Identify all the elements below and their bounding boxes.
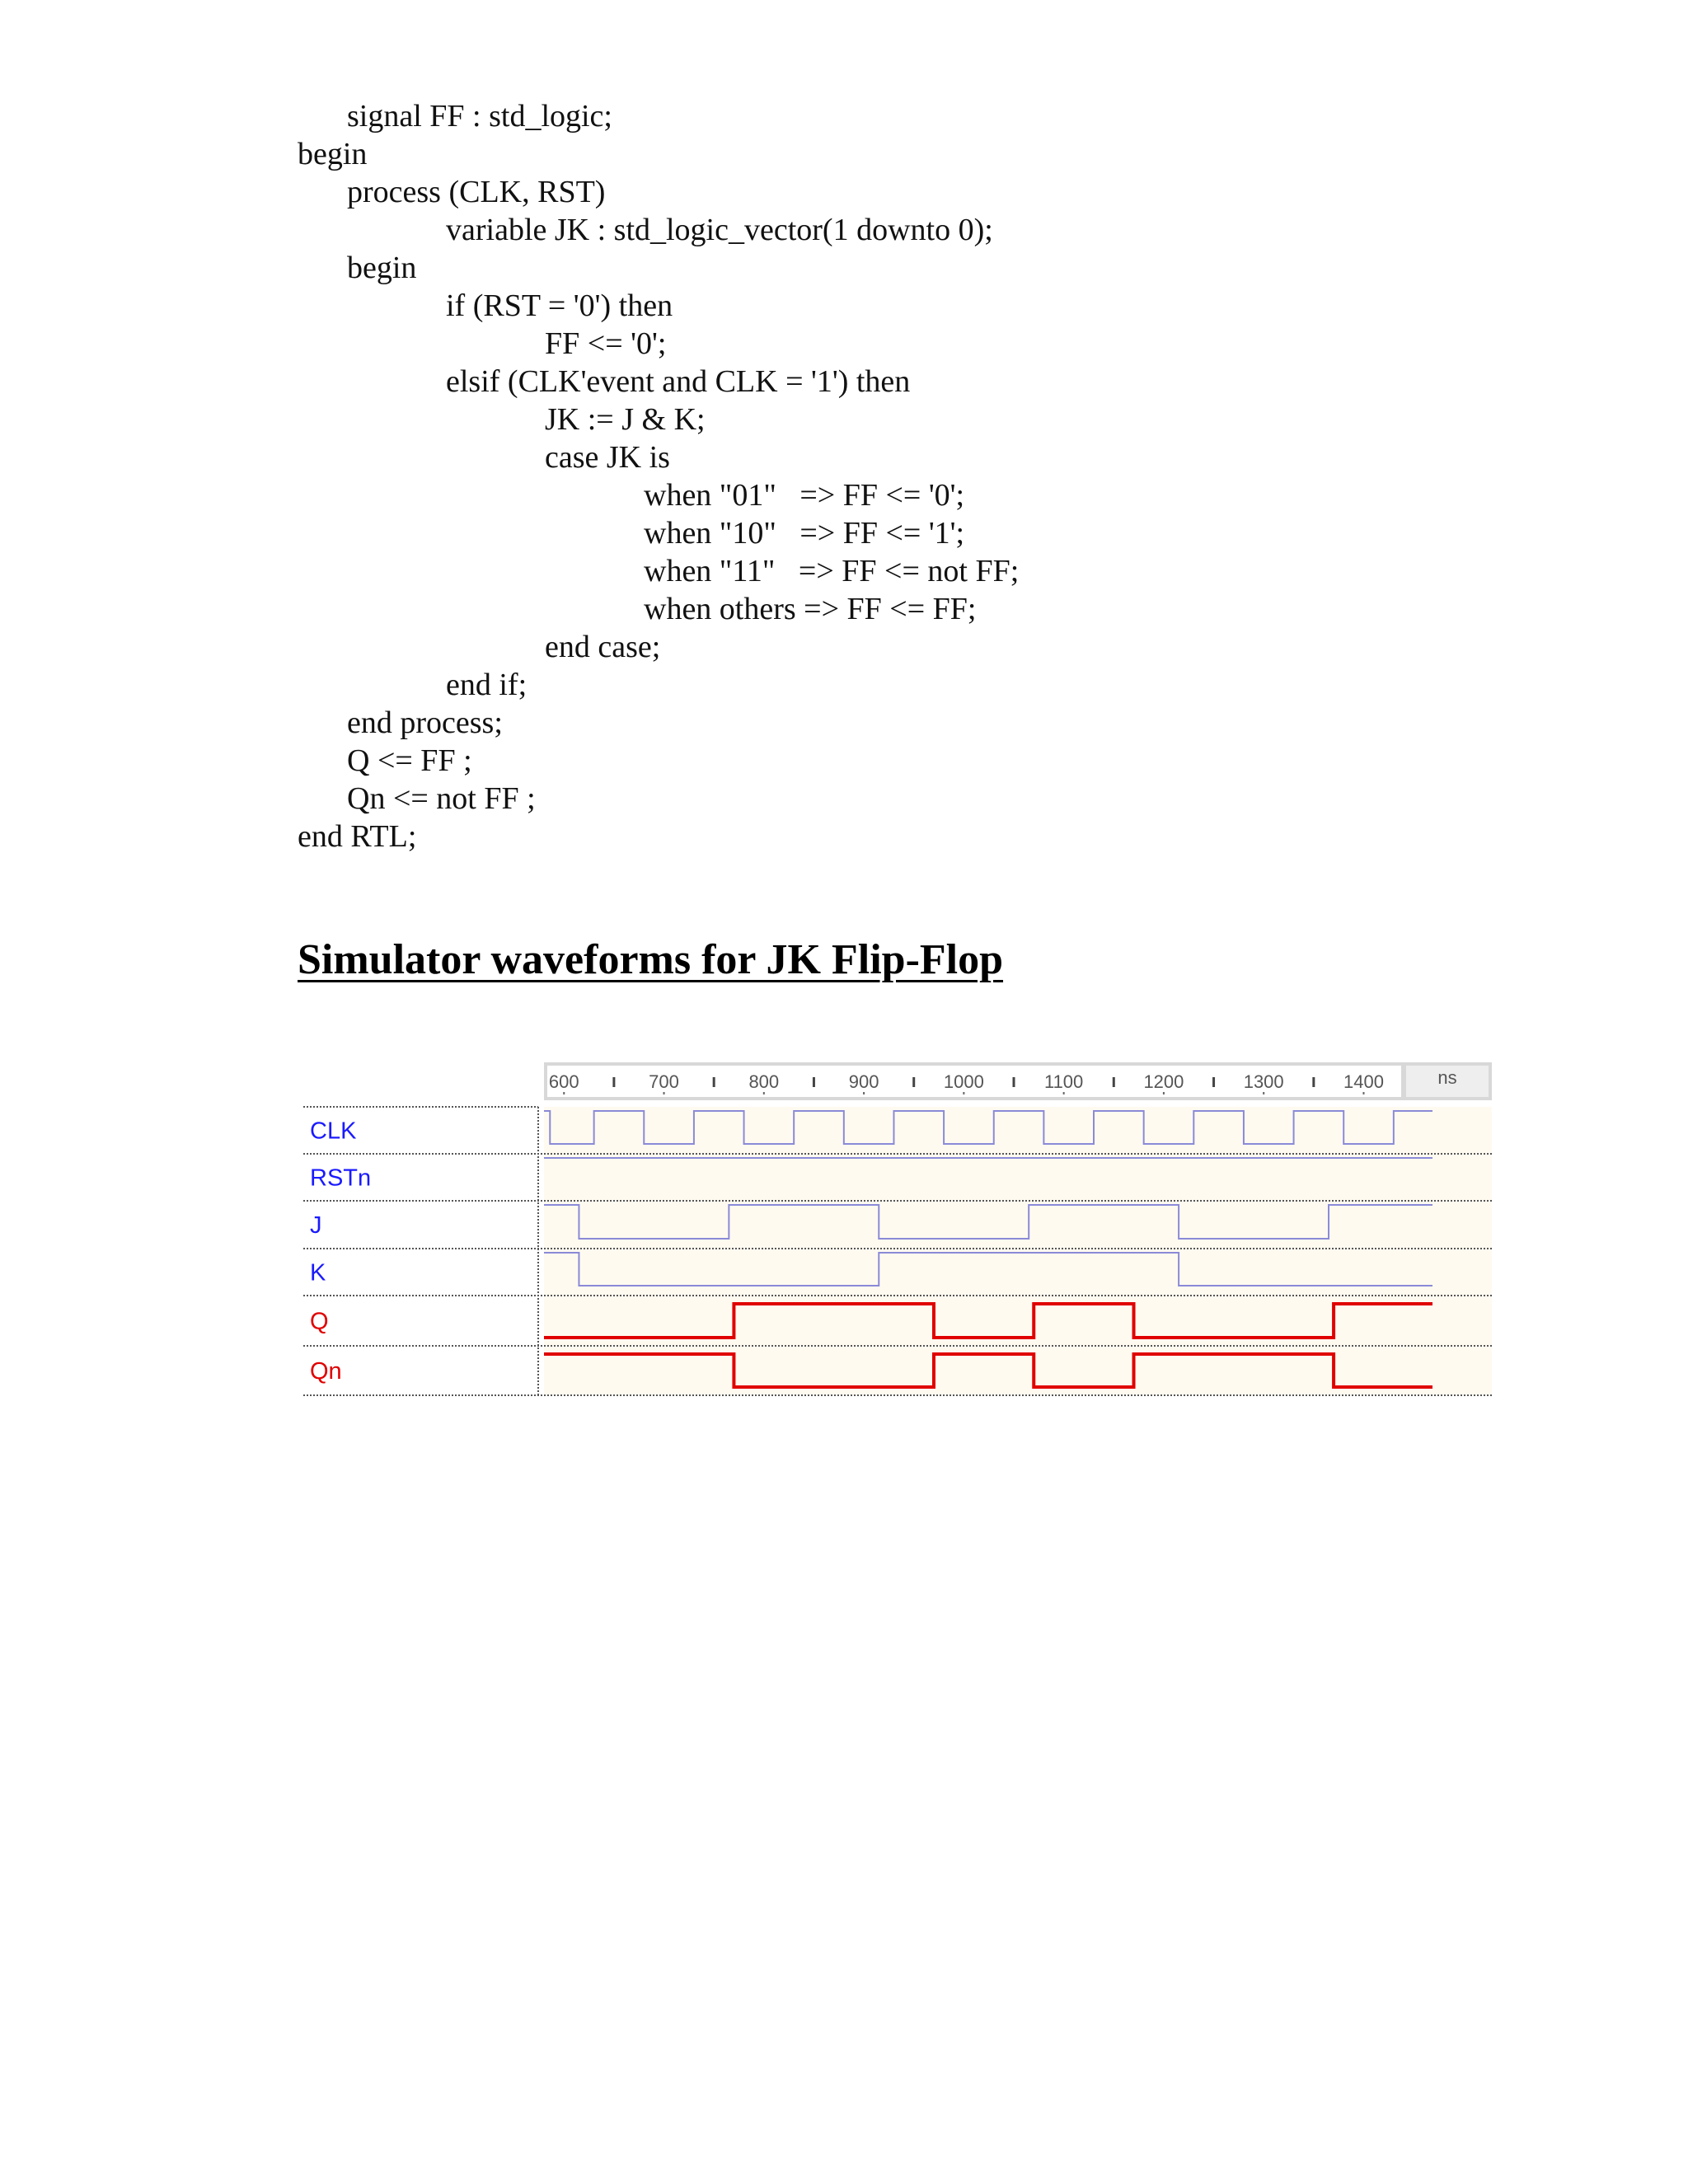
time-tick-label: 1000 xyxy=(943,1071,984,1092)
signal-name-clk[interactable]: CLK xyxy=(310,1118,357,1145)
time-tick-label: 900 xyxy=(848,1071,879,1092)
code-line: when "11" => FF <= not FF; xyxy=(644,554,1020,588)
waveform-viewer xyxy=(297,1059,1492,1405)
signal-name-q[interactable]: Q xyxy=(310,1308,329,1335)
code-line: begin xyxy=(298,137,368,171)
time-tick-dot xyxy=(563,1092,565,1094)
code-line: end RTL; xyxy=(298,819,417,854)
code-line: JK := J & K; xyxy=(545,402,706,437)
time-tick-dot xyxy=(963,1092,964,1094)
time-tick-label: 600 xyxy=(548,1071,579,1092)
time-tick-dot xyxy=(863,1092,865,1094)
time-tick-dot xyxy=(1163,1092,1165,1094)
code-line: process (CLK, RST) xyxy=(347,175,606,209)
signal-name-rstn[interactable]: RSTn xyxy=(310,1165,372,1192)
code-line: elsif (CLK'event and CLK = '1') then xyxy=(446,364,911,399)
code-line: when others => FF <= FF; xyxy=(644,592,977,626)
time-tick-dot xyxy=(763,1092,765,1094)
signal-name-k[interactable]: K xyxy=(310,1259,326,1286)
time-tick-label: 1200 xyxy=(1143,1071,1184,1092)
code-line: when "10" => FF <= '1'; xyxy=(644,516,965,551)
waveform-area xyxy=(544,1107,1492,1395)
code-line: if (RST = '0') then xyxy=(446,288,673,323)
time-tick-label: 1300 xyxy=(1243,1071,1284,1092)
time-tick-label: 1400 xyxy=(1343,1071,1384,1092)
signal-name-j[interactable]: J xyxy=(310,1212,322,1239)
code-line: end if; xyxy=(446,668,528,702)
signal-name-panel xyxy=(303,1107,542,1395)
time-tick-label: 800 xyxy=(748,1071,780,1092)
code-line: variable JK : std_logic_vector(1 downto 0); xyxy=(446,213,993,247)
signal-name-qn[interactable]: Qn xyxy=(310,1358,342,1385)
code-line: signal FF : std_logic; xyxy=(347,99,612,134)
code-line: end case; xyxy=(545,630,661,664)
time-tick-dot xyxy=(1063,1092,1065,1094)
code-line: end process; xyxy=(347,705,503,740)
section-heading: Simulator waveforms for JK Flip-Flop xyxy=(298,936,1004,983)
code-line: case JK is xyxy=(545,440,670,475)
code-line: Qn <= not FF ; xyxy=(347,781,536,816)
time-tick-dot xyxy=(1362,1092,1364,1094)
code-line: begin xyxy=(347,251,417,285)
time-tick-label: 1100 xyxy=(1043,1071,1084,1092)
time-tick-label: 700 xyxy=(649,1071,679,1092)
time-unit-label: ns xyxy=(1437,1067,1457,1088)
code-line: FF <= '0'; xyxy=(545,326,667,361)
code-line: Q <= FF ; xyxy=(347,743,472,778)
code-line: when "01" => FF <= '0'; xyxy=(644,478,965,513)
time-tick-dot xyxy=(1263,1092,1264,1094)
time-tick-dot xyxy=(663,1092,665,1094)
